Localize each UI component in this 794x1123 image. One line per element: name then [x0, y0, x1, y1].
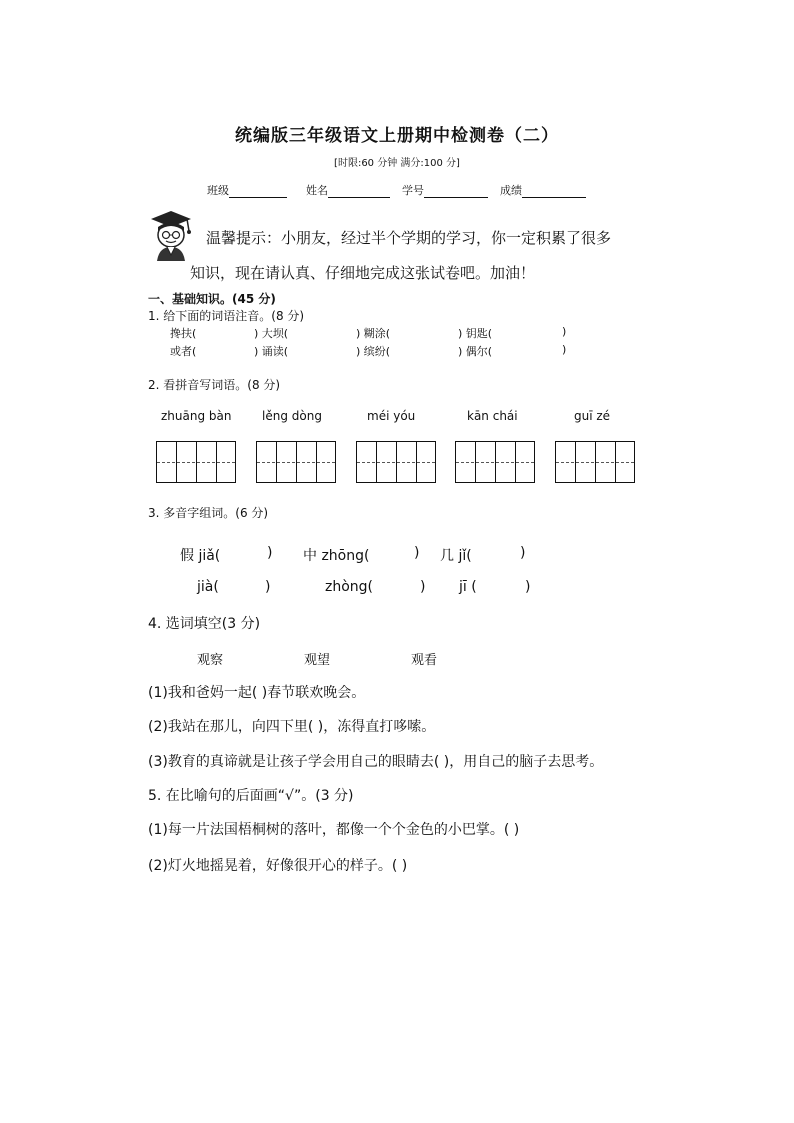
q3-row-2-ji1-close: ) — [525, 579, 531, 595]
q4-choice-3: 观看 — [411, 653, 438, 668]
class-input-line[interactable] — [229, 185, 287, 198]
q1-row-2-item-5: ) — [562, 343, 567, 356]
q1-row-1-item-2: ) 大坝( — [254, 327, 289, 340]
number-label: 学号 — [402, 184, 424, 197]
q4-item-2: (2)我站在那儿，向四下里( )，冻得直打哆嗦。 — [148, 719, 436, 735]
score-label: 成绩 — [500, 184, 522, 197]
name-input-line[interactable] — [328, 185, 390, 198]
q4-choice-2: 观望 — [304, 653, 331, 668]
q3-row-2-zhong4: zhòng( — [325, 579, 374, 595]
q1-row-1-item-3: ) 糊涂( — [356, 327, 391, 340]
page-title: 统编版三年级语文上册期中检测卷（二） — [235, 126, 559, 146]
q2-pinyin-4: kān chái — [467, 409, 518, 423]
question-5-prompt: 5. 在比喻句的后面画“√”。(3 分) — [148, 788, 354, 804]
q2-writing-grid-5[interactable] — [555, 441, 635, 483]
q4-choice-1: 观察 — [197, 653, 224, 668]
q4-item-1: (1)我和爸妈一起( )春节联欢晚会。 — [148, 685, 366, 701]
q2-writing-grid-1[interactable] — [156, 441, 236, 483]
q2-pinyin-3: méi yóu — [367, 409, 416, 423]
graduate-cartoon-icon — [147, 209, 195, 263]
q3-row-2-jia4-close: ) — [265, 579, 271, 595]
tip-line-2: 知识，现在请认真、仔细地完成这张试卷吧。加油！ — [190, 264, 536, 282]
tip-line-1: 温馨提示：小朋友，经过半个学期的学习，你一定积累了很多 — [206, 229, 612, 247]
class-label: 班级 — [207, 184, 229, 197]
q1-row-2-item-1: 或者( — [170, 345, 197, 358]
q3-row-1-jia3-close: ) — [267, 545, 273, 561]
q5-item-1: (1)每一片法国梧桐树的落叶，都像一个个金色的小巴掌。( ) — [148, 822, 520, 838]
score-field — [500, 182, 586, 198]
question-3-prompt: 3. 多音字组词。(6 分) — [148, 506, 269, 520]
question-2-prompt: 2. 看拼音写词语。(8 分) — [148, 378, 281, 392]
class-field — [207, 182, 287, 198]
q3-row-2-jia4: jià( — [197, 579, 219, 595]
score-input-line[interactable] — [522, 185, 586, 198]
q1-row-2-item-3: ) 缤纷( — [356, 345, 391, 358]
q1-row-2-item-2: ) 诵读( — [254, 345, 289, 358]
q3-row-1-jia3: 假 jiǎ( — [180, 548, 221, 564]
q2-writing-grid-4[interactable] — [455, 441, 535, 483]
q3-row-2-ji1: jī ( — [459, 579, 477, 595]
q1-row-2-item-4: ) 偶尔( — [458, 345, 493, 358]
question-4-prompt: 4. 选词填空(3 分) — [148, 616, 261, 632]
q5-item-2: (2)灯火地摇晃着，好像很开心的样子。( ) — [148, 858, 408, 874]
section-heading: 一、基础知识。(45 分) — [148, 292, 276, 306]
q2-writing-grid-2[interactable] — [256, 441, 336, 483]
q3-row-1-zhong1: 中 zhōng( — [303, 548, 370, 564]
q1-row-1-item-4: ) 钥匙( — [458, 327, 493, 340]
number-input-line[interactable] — [424, 185, 488, 198]
q3-row-2-zhong4-close: ) — [420, 579, 426, 595]
name-label: 姓名 — [306, 184, 328, 197]
name-field — [306, 182, 390, 198]
q3-row-1-ji3: 几 jǐ( — [440, 548, 472, 564]
q2-pinyin-2: lěng dòng — [262, 409, 322, 423]
q1-row-1-item-5: ) — [562, 325, 567, 338]
q1-row-1-item-1: 搀扶( — [170, 327, 197, 340]
q3-row-1-zhong1-close: ) — [414, 545, 420, 561]
question-1-prompt: 1. 给下面的词语注音。(8 分) — [148, 309, 305, 323]
q4-item-3: (3)教育的真谛就是让孩子学会用自己的眼睛去( )，用自己的脑子去思考。 — [148, 754, 604, 770]
q2-writing-grid-3[interactable] — [356, 441, 436, 483]
q2-pinyin-1: zhuāng bàn — [161, 409, 232, 423]
q3-row-1-ji3-close: ) — [520, 545, 526, 561]
q2-pinyin-5: guī zé — [574, 409, 611, 423]
number-field — [402, 182, 488, 198]
time-score-limits: [时限:60 分钟 满分:100 分] — [334, 158, 460, 169]
